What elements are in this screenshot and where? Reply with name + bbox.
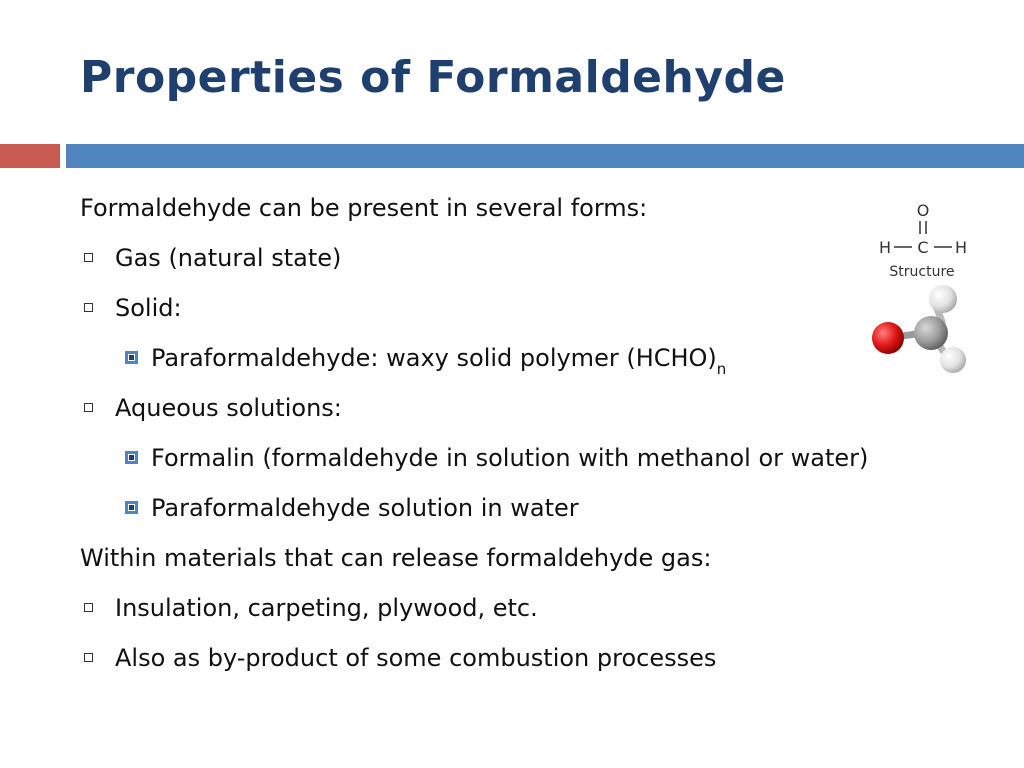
bullet-text: Paraformaldehyde solution in water	[151, 494, 579, 522]
hollow-square-bullet-icon	[84, 403, 93, 412]
bullet-text: Insulation, carpeting, plywood, etc.	[115, 594, 538, 622]
structure-label: Structure	[889, 264, 955, 280]
bullet-level1	[80, 640, 980, 690]
blue-square-bullet-icon	[125, 351, 138, 364]
bullet-text: Formalin (formaldehyde in solution with methanol or water)	[151, 444, 869, 472]
bullet-level1	[80, 240, 980, 290]
bullet-text: Within materials that can release formaldehyde gas:	[80, 544, 712, 572]
bullet-text: Solid:	[115, 294, 182, 322]
bullet-level0	[80, 190, 980, 240]
oxygen-atom-ball	[872, 322, 904, 354]
bullet-text: Aqueous solutions:	[115, 394, 342, 422]
bullet-text: Paraformaldehyde: waxy solid polymer (HCHO)	[151, 344, 717, 372]
bullet-list	[80, 190, 980, 690]
atom-h-left-label: H	[878, 238, 892, 257]
title-rule	[66, 144, 1024, 168]
slide-title: Properties of Formaldehyde	[80, 52, 786, 103]
bullet-level1	[80, 390, 980, 440]
atom-h-right-label: H	[954, 238, 968, 257]
bullet-subscript: n	[716, 360, 727, 378]
hollow-square-bullet-icon	[84, 603, 93, 612]
bullet-level1	[80, 590, 980, 640]
carbon-atom-ball	[914, 316, 948, 350]
bullet-level1	[80, 290, 980, 340]
bullet-level2	[80, 440, 980, 490]
hollow-square-bullet-icon	[84, 653, 93, 662]
bullet-text: Formaldehyde can be present in several forms:	[80, 194, 648, 222]
bullet-text: Also as by-product of some combustion processes	[115, 644, 717, 672]
bullet-level2	[80, 340, 980, 390]
hollow-square-bullet-icon	[84, 303, 93, 312]
bullet-text: Gas (natural state)	[115, 244, 342, 272]
blue-square-bullet-icon	[125, 501, 138, 514]
bullet-level2	[80, 490, 980, 540]
atom-o-label: O	[916, 201, 930, 220]
hydrogen-atom-ball	[929, 285, 957, 313]
hydrogen-atom-ball	[940, 347, 966, 373]
atom-c-label: C	[917, 238, 929, 257]
bullet-level0	[80, 540, 980, 590]
blue-square-bullet-icon	[125, 451, 138, 464]
hollow-square-bullet-icon	[84, 253, 93, 262]
formaldehyde-structure-figure	[862, 196, 982, 386]
title-rule-accent	[0, 144, 60, 168]
